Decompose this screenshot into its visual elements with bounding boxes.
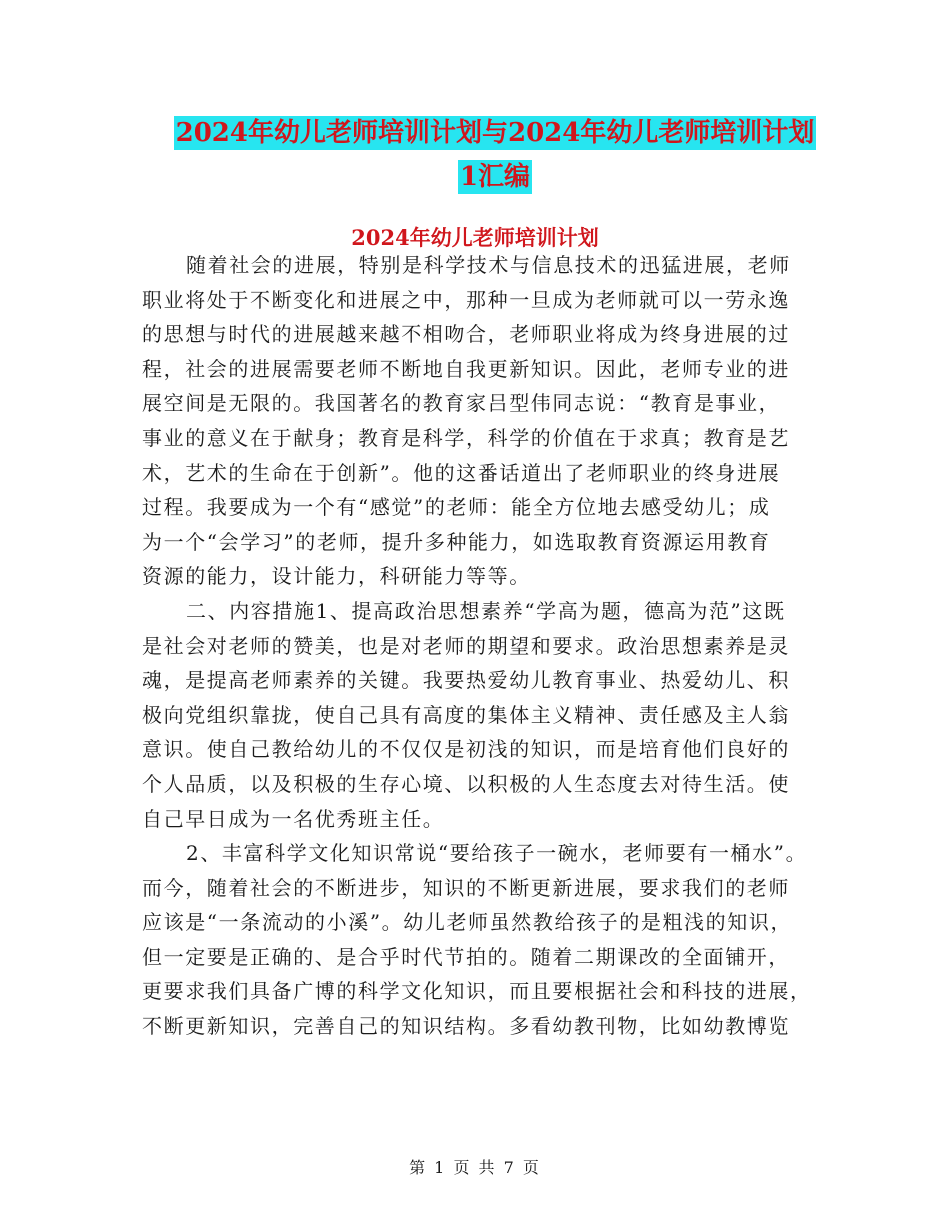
paragraph-line: 而今，随着社会的不断进步，知识的不断更新进展，要求我们的老师 — [142, 875, 790, 900]
paragraph-line: 意识。使自己教给幼儿的不仅仅是初浅的知识，而是培育他们良好的 — [142, 737, 790, 762]
document-title-line-1 — [140, 112, 850, 149]
page-footer: 第 1 页 共 7 页 — [409, 1158, 541, 1177]
paragraph-line: 的思想与时代的进展越来越不相吻合，老师职业将成为终身进展的过 — [142, 322, 790, 347]
paragraph-line: 极向党组织靠拢，使自己具有高度的集体主义精神、责任感及主人翁 — [142, 702, 790, 727]
paragraph-line: 但一定要是正确的、是合乎时代节拍的。随着二期课改的全面铺开， — [142, 944, 790, 969]
title-highlight-2: 1汇编 — [459, 162, 531, 192]
paragraph-line: 资源的能力，设计能力，科研能力等等。 — [142, 564, 531, 589]
paragraph-line: 展空间是无限的。我国著名的教育家吕型伟同志说：“教育是事业， — [142, 391, 781, 416]
paragraph-line: 是社会对老师的赞美，也是对老师的期望和要求。政治思想素养是灵 — [142, 633, 790, 658]
section-title: 2024年幼儿老师培训计划 — [351, 225, 599, 250]
paragraph-line: 随着社会的进展，特别是科学技术与信息技术的迅猛进展，老师 — [186, 253, 791, 277]
paragraph-line: 术，艺术的生命在于创新”。他的这番话道出了老师职业的终身进展 — [142, 460, 781, 485]
title-highlight-1: 2024年幼儿老师培训计划与2024年幼儿老师培训计划 — [175, 118, 815, 148]
paragraph-line: 个人品质，以及积极的生存心境、以积极的人生态度去对待生活。使 — [142, 771, 790, 796]
paragraph-line: 更要求我们具备广博的科学文化知识，而且要根据社会和科技的进展， — [142, 979, 812, 1004]
paragraph-line: 职业将处于不断变化和进展之中，那种一旦成为老师就可以一劳永逸 — [142, 287, 790, 312]
paragraph-line: 2、丰富科学文化知识常说“要给孩子一碗水，老师要有一桶水”。 — [186, 841, 808, 866]
paragraph-line: 不断更新知识，完善自己的知识结构。多看幼教刊物，比如幼教博览 — [142, 1014, 790, 1039]
paragraph-line: 应该是“一条流动的小溪”。幼儿老师虽然教给孩子的是粗浅的知识， — [142, 910, 793, 935]
document-body — [142, 248, 822, 1044]
paragraph-line: 程，社会的进展需要老师不断地自我更新知识。因此，老师专业的进 — [142, 356, 790, 381]
paragraph-line: 自己早日成为一名优秀班主任。 — [142, 806, 445, 831]
paragraph-line: 过程。我要成为一个有“感觉”的老师：能全方位地去感受幼儿；成 — [142, 495, 771, 520]
paragraph-line: 为一个“会学习”的老师，提升多种能力，如选取教育资源运用教育 — [142, 529, 771, 554]
paragraph-line: 二、内容措施1、提高政治思想素养“学高为题，德高为范”这既 — [186, 598, 786, 623]
paragraph-line: 魂，是提高老师素养的关键。我要热爱幼儿教育事业、热爱幼儿、积 — [142, 668, 790, 693]
document-title-line-2 — [140, 156, 850, 193]
paragraph-line: 事业的意义在于献身；教育是科学，科学的价值在于求真；教育是艺 — [142, 425, 790, 450]
